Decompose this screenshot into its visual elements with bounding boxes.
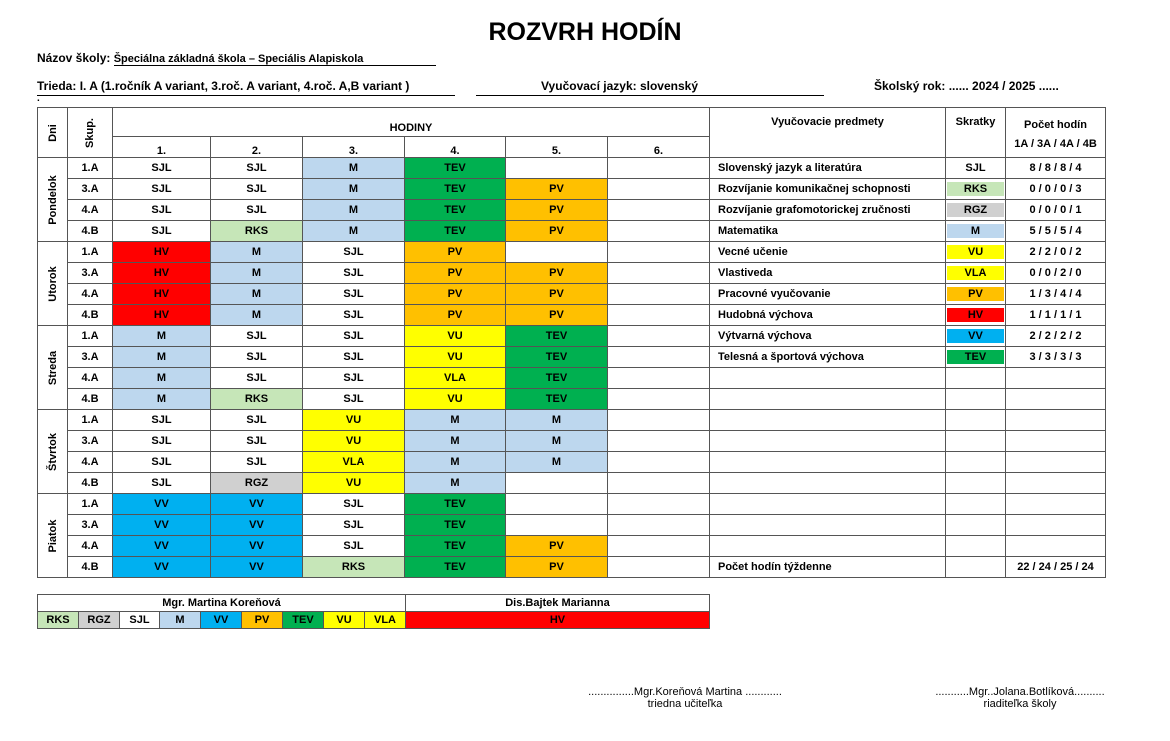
- subject-abbr: [946, 284, 1006, 305]
- subject-hours: 2 / 2 / 0 / 2: [1006, 242, 1106, 263]
- lesson-cell: SJL: [211, 452, 303, 473]
- schedule-row: [38, 473, 1106, 494]
- subject-hours: 8 / 8 / 8 / 4: [1006, 158, 1106, 179]
- lesson-cell: M: [303, 158, 405, 179]
- group-cell: 1.A: [68, 410, 113, 431]
- lesson-cell: [608, 263, 710, 284]
- group-cell: 3.A: [68, 515, 113, 536]
- teacher-legend: [37, 594, 710, 629]
- signature-director: [915, 686, 1125, 710]
- subject-name-empty: [710, 536, 946, 557]
- legend-teacher-row: [38, 595, 710, 612]
- lesson-cell: [506, 473, 608, 494]
- lesson-cell: TEV: [506, 347, 608, 368]
- subject-name-empty: [710, 410, 946, 431]
- year-field: [874, 79, 1059, 93]
- legend-chip: PV: [242, 612, 283, 629]
- period-number: 5.: [506, 137, 608, 158]
- lesson-cell: TEV: [405, 158, 506, 179]
- lesson-cell: SJL: [303, 284, 405, 305]
- lesson-cell: [506, 515, 608, 536]
- lesson-cell: M: [211, 263, 303, 284]
- group-cell: 1.A: [68, 326, 113, 347]
- subject-abbr-empty: [946, 389, 1006, 410]
- day-name: Štvrtok: [46, 432, 59, 471]
- legend-chip: RGZ: [79, 612, 120, 629]
- schedule-row: [38, 221, 1106, 242]
- day-cell: [38, 494, 68, 578]
- subject-name: Vecné učenie: [710, 242, 946, 263]
- class-label: Trieda:: [37, 79, 77, 93]
- lesson-cell: SJL: [303, 515, 405, 536]
- group-cell: 4.B: [68, 557, 113, 578]
- lesson-cell: HV: [113, 284, 211, 305]
- group-header: [68, 108, 113, 158]
- period-number: 4.: [405, 137, 506, 158]
- weekly-hours: 22 / 24 / 25 / 24: [1006, 557, 1106, 578]
- subject-abbr: [946, 158, 1006, 179]
- group-cell: 3.A: [68, 263, 113, 284]
- lesson-cell: SJL: [113, 431, 211, 452]
- lesson-cell: [608, 284, 710, 305]
- lesson-cell: M: [211, 305, 303, 326]
- lesson-cell: VU: [405, 347, 506, 368]
- header-row: [38, 108, 1106, 137]
- lesson-cell: PV: [506, 221, 608, 242]
- subject-hours-empty: [1006, 494, 1106, 515]
- signature-director-role: riaditeľka školy: [983, 698, 1057, 710]
- lesson-cell: SJL: [211, 410, 303, 431]
- class-underline: [37, 95, 455, 96]
- subjects-header: Vyučovacie predmety: [710, 108, 946, 158]
- lesson-cell: VV: [211, 494, 303, 515]
- subject-name: Vlastiveda: [710, 263, 946, 284]
- lesson-cell: TEV: [405, 557, 506, 578]
- group-cell: 4.A: [68, 200, 113, 221]
- lesson-cell: SJL: [113, 452, 211, 473]
- lesson-cell: VLA: [405, 368, 506, 389]
- day-name: Utorok: [46, 265, 59, 302]
- subject-hours-empty: [1006, 473, 1106, 494]
- lesson-cell: M: [405, 473, 506, 494]
- subject-abbr-badge: TEV: [947, 350, 1004, 364]
- subject-abbr-badge: VLA: [947, 266, 1004, 280]
- lesson-cell: [608, 347, 710, 368]
- schedule-row: [38, 557, 1106, 578]
- subject-hours-empty: [1006, 410, 1106, 431]
- lesson-cell: [506, 158, 608, 179]
- lesson-cell: PV: [405, 242, 506, 263]
- lesson-cell: PV: [506, 305, 608, 326]
- lesson-cell: SJL: [113, 221, 211, 242]
- subject-name: Pracovné vyučovanie: [710, 284, 946, 305]
- lesson-cell: [608, 179, 710, 200]
- lesson-cell: VLA: [303, 452, 405, 473]
- schedule-row: [38, 389, 1106, 410]
- schedule-row: [38, 158, 1106, 179]
- hours-header-sub: 1A / 3A / 4A / 4B: [1014, 138, 1097, 150]
- schedule-row: [38, 368, 1106, 389]
- subject-name: Hudobná výchova: [710, 305, 946, 326]
- legend-chip: M: [160, 612, 201, 629]
- legend-chip: TEV: [283, 612, 324, 629]
- lesson-cell: M: [405, 410, 506, 431]
- lesson-cell: RKS: [303, 557, 405, 578]
- group-cell: 4.B: [68, 473, 113, 494]
- lesson-cell: M: [211, 242, 303, 263]
- schedule-row: [38, 263, 1106, 284]
- group-cell: 4.A: [68, 536, 113, 557]
- lesson-cell: HV: [113, 263, 211, 284]
- subject-hours: 1 / 3 / 4 / 4: [1006, 284, 1106, 305]
- school-label: Názov školy:: [37, 51, 111, 65]
- lesson-cell: M: [113, 389, 211, 410]
- subject-hours-empty: [1006, 515, 1106, 536]
- lesson-cell: SJL: [211, 179, 303, 200]
- lesson-cell: M: [113, 368, 211, 389]
- period-number: 1.: [113, 137, 211, 158]
- lesson-cell: SJL: [303, 389, 405, 410]
- school-value: Špeciálna základná škola – Speciális Alapiskola: [114, 53, 436, 66]
- group-cell: 1.A: [68, 494, 113, 515]
- page-title: ROZVRH HODÍN: [488, 18, 682, 46]
- subject-name: Matematika: [710, 221, 946, 242]
- subject-hours: 3 / 3 / 3 / 3: [1006, 347, 1106, 368]
- lesson-cell: SJL: [303, 494, 405, 515]
- lesson-cell: VU: [303, 473, 405, 494]
- day-cell: [38, 410, 68, 494]
- lesson-cell: PV: [506, 557, 608, 578]
- lesson-cell: TEV: [506, 389, 608, 410]
- schedule-row: [38, 494, 1106, 515]
- subject-hours-empty: [1006, 431, 1106, 452]
- schedule-row: [38, 410, 1106, 431]
- schedule-row: [38, 431, 1106, 452]
- lesson-cell: [608, 326, 710, 347]
- subject-name-empty: [710, 473, 946, 494]
- subject-name: Telesná a športová výchova: [710, 347, 946, 368]
- class-field: [37, 79, 409, 93]
- subject-abbr-empty: [946, 410, 1006, 431]
- subject-abbr-empty: [946, 536, 1006, 557]
- lesson-cell: [506, 494, 608, 515]
- subject-name: Rozvíjanie komunikačnej schopnosti: [710, 179, 946, 200]
- subject-name-empty: [710, 431, 946, 452]
- subject-abbr: [946, 347, 1006, 368]
- period-number: 2.: [211, 137, 303, 158]
- hours-header: [1006, 108, 1106, 158]
- lesson-cell: SJL: [303, 305, 405, 326]
- day-name: Piatok: [46, 518, 59, 553]
- lesson-cell: [608, 305, 710, 326]
- language-field: [541, 79, 698, 93]
- lesson-cell: [608, 473, 710, 494]
- lesson-cell: PV: [405, 263, 506, 284]
- group-cell: 4.A: [68, 284, 113, 305]
- lesson-cell: M: [506, 452, 608, 473]
- subject-hours-empty: [1006, 536, 1106, 557]
- subject-abbr-badge: VU: [947, 245, 1004, 259]
- subject-abbr: [946, 200, 1006, 221]
- subject-name-empty: [710, 494, 946, 515]
- subject-abbr: [946, 242, 1006, 263]
- lesson-cell: VV: [113, 557, 211, 578]
- subject-abbr-empty: [946, 473, 1006, 494]
- lesson-cell: SJL: [303, 347, 405, 368]
- schedule-row: [38, 452, 1106, 473]
- schedule-row: [38, 284, 1106, 305]
- lesson-cell: VV: [113, 515, 211, 536]
- day-name: Pondelok: [46, 174, 59, 225]
- day-header: [38, 108, 68, 158]
- signature-teacher-line: ...............Mgr.Koreňová Martina ............: [588, 686, 782, 698]
- subject-hours: 0 / 0 / 0 / 3: [1006, 179, 1106, 200]
- subject-name-empty: [710, 368, 946, 389]
- subject-hours-empty: [1006, 368, 1106, 389]
- group-cell: 3.A: [68, 431, 113, 452]
- lesson-cell: RKS: [211, 221, 303, 242]
- teacher-2-name: Dis.Bajtek Marianna: [406, 595, 710, 612]
- subject-hours: 0 / 0 / 0 / 1: [1006, 200, 1106, 221]
- group-cell: 1.A: [68, 242, 113, 263]
- lesson-cell: M: [303, 179, 405, 200]
- lesson-cell: HV: [113, 305, 211, 326]
- lesson-cell: PV: [506, 536, 608, 557]
- period-number: 3.: [303, 137, 405, 158]
- subject-abbr-badge: RGZ: [947, 203, 1004, 217]
- subject-hours: 0 / 0 / 2 / 0: [1006, 263, 1106, 284]
- lesson-cell: [608, 389, 710, 410]
- schedule-table: [37, 107, 1106, 578]
- lesson-cell: M: [211, 284, 303, 305]
- lesson-cell: [608, 536, 710, 557]
- legend-chip: RKS: [38, 612, 79, 629]
- language-value: slovenský: [639, 79, 698, 93]
- legend-chip: VU: [324, 612, 365, 629]
- hours-header-title: Počet hodín: [1024, 119, 1087, 131]
- lesson-cell: SJL: [211, 368, 303, 389]
- group-cell: 3.A: [68, 347, 113, 368]
- lesson-cell: M: [405, 431, 506, 452]
- lesson-cell: M: [506, 410, 608, 431]
- lesson-cell: TEV: [405, 515, 506, 536]
- language-label: Vyučovací jazyk:: [541, 79, 637, 93]
- subject-abbr-empty: [946, 494, 1006, 515]
- subject-abbr-badge: RKS: [947, 182, 1004, 196]
- lesson-cell: SJL: [303, 368, 405, 389]
- subject-abbr: [946, 179, 1006, 200]
- lesson-cell: PV: [506, 263, 608, 284]
- lesson-cell: VV: [211, 515, 303, 536]
- abbr-header: Skratky: [946, 108, 1006, 158]
- school-field: [37, 51, 436, 66]
- schedule-row: [38, 242, 1106, 263]
- lesson-cell: TEV: [506, 368, 608, 389]
- legend-subject-row: [38, 612, 710, 629]
- teacher-1-name: Mgr. Martina Koreňová: [38, 595, 406, 612]
- lesson-cell: SJL: [113, 158, 211, 179]
- group-cell: 4.B: [68, 305, 113, 326]
- schedule-row: [38, 200, 1106, 221]
- lesson-cell: PV: [506, 200, 608, 221]
- day-cell: [38, 242, 68, 326]
- group-header-label: Skup.: [84, 117, 96, 148]
- subject-name-empty: [710, 452, 946, 473]
- lesson-cell: SJL: [211, 200, 303, 221]
- group-cell: 1.A: [68, 158, 113, 179]
- subject-abbr-empty: [946, 515, 1006, 536]
- year-value: ...... 2024 / 2025 ......: [948, 79, 1059, 93]
- day-header-label: Dni: [46, 123, 59, 142]
- class-value: I. A (1.ročník A variant, 3.roč. A variant, 4.roč. A,B variant ): [79, 79, 410, 93]
- lesson-cell: [608, 410, 710, 431]
- lesson-cell: TEV: [405, 221, 506, 242]
- legend-chip: SJL: [120, 612, 160, 629]
- stray-dot: .: [37, 93, 40, 104]
- lesson-cell: SJL: [113, 410, 211, 431]
- lesson-cell: TEV: [405, 179, 506, 200]
- subject-abbr-badge: HV: [947, 308, 1004, 322]
- schedule-row: [38, 536, 1106, 557]
- lesson-cell: M: [405, 452, 506, 473]
- schedule-row: [38, 305, 1106, 326]
- lesson-cell: RKS: [211, 389, 303, 410]
- day-name: Streda: [46, 350, 59, 385]
- subject-abbr-empty: [946, 431, 1006, 452]
- day-cell: [38, 326, 68, 410]
- subject-abbr-badge: M: [947, 224, 1004, 238]
- period-number: 6.: [608, 137, 710, 158]
- lesson-cell: VV: [211, 536, 303, 557]
- lesson-cell: SJL: [113, 473, 211, 494]
- lesson-cell: VV: [211, 557, 303, 578]
- lesson-cell: TEV: [405, 536, 506, 557]
- signature-teacher-role: triedna učiteľka: [647, 698, 723, 710]
- signature-teacher: [580, 686, 790, 710]
- lesson-cell: [608, 242, 710, 263]
- lesson-cell: TEV: [405, 494, 506, 515]
- schedule-row: [38, 179, 1106, 200]
- lesson-cell: [608, 221, 710, 242]
- lesson-cell: SJL: [303, 242, 405, 263]
- lesson-cell: VU: [405, 389, 506, 410]
- hodiny-header: HODINY: [113, 108, 710, 137]
- lesson-cell: PV: [405, 305, 506, 326]
- lesson-cell: SJL: [303, 263, 405, 284]
- lesson-cell: [608, 431, 710, 452]
- lesson-cell: VV: [113, 536, 211, 557]
- subject-hours: 1 / 1 / 1 / 1: [1006, 305, 1106, 326]
- lesson-cell: TEV: [506, 326, 608, 347]
- subject-name-empty: [710, 515, 946, 536]
- lesson-cell: HV: [113, 242, 211, 263]
- lesson-cell: PV: [405, 284, 506, 305]
- lesson-cell: SJL: [113, 200, 211, 221]
- lesson-cell: [608, 158, 710, 179]
- subject-hours: 5 / 5 / 5 / 4: [1006, 221, 1106, 242]
- lesson-cell: M: [113, 347, 211, 368]
- lesson-cell: TEV: [405, 200, 506, 221]
- subject-hours-empty: [1006, 389, 1106, 410]
- lesson-cell: PV: [506, 284, 608, 305]
- subject-abbr-badge: VV: [947, 329, 1004, 343]
- subject-abbr: [946, 305, 1006, 326]
- lesson-cell: VU: [303, 431, 405, 452]
- legend-chip: VV: [201, 612, 242, 629]
- lesson-cell: SJL: [303, 536, 405, 557]
- lesson-cell: SJL: [211, 326, 303, 347]
- lesson-cell: VV: [113, 494, 211, 515]
- lesson-cell: M: [113, 326, 211, 347]
- lesson-cell: [506, 242, 608, 263]
- weekly-abbr-empty: [946, 557, 1006, 578]
- lesson-cell: M: [303, 221, 405, 242]
- subject-name: Výtvarná výchova: [710, 326, 946, 347]
- lesson-cell: [608, 557, 710, 578]
- group-cell: 3.A: [68, 179, 113, 200]
- lesson-cell: SJL: [303, 326, 405, 347]
- lesson-cell: SJL: [211, 431, 303, 452]
- legend-chip: VLA: [365, 612, 406, 629]
- subject-hours-empty: [1006, 452, 1106, 473]
- legend-chip-hv: HV: [406, 612, 710, 629]
- subject-abbr-empty: [946, 452, 1006, 473]
- subject-abbr-badge: SJL: [947, 161, 1004, 175]
- lesson-cell: [608, 494, 710, 515]
- group-cell: 4.A: [68, 452, 113, 473]
- lesson-cell: SJL: [113, 179, 211, 200]
- group-cell: 4.B: [68, 389, 113, 410]
- subject-name: Rozvíjanie grafomotorickej zručnosti: [710, 200, 946, 221]
- lesson-cell: [608, 515, 710, 536]
- subject-name: Slovenský jazyk a literatúra: [710, 158, 946, 179]
- lesson-cell: M: [506, 431, 608, 452]
- subject-abbr: [946, 263, 1006, 284]
- subject-abbr: [946, 221, 1006, 242]
- lesson-cell: M: [303, 200, 405, 221]
- lesson-cell: [608, 452, 710, 473]
- group-cell: 4.B: [68, 221, 113, 242]
- subject-name-empty: [710, 389, 946, 410]
- lesson-cell: SJL: [211, 347, 303, 368]
- year-label: Školský rok:: [874, 79, 946, 93]
- lesson-cell: PV: [506, 179, 608, 200]
- lesson-cell: VU: [303, 410, 405, 431]
- lesson-cell: [608, 200, 710, 221]
- lesson-cell: [608, 368, 710, 389]
- group-cell: 4.A: [68, 368, 113, 389]
- schedule-row: [38, 347, 1106, 368]
- language-underline: [476, 95, 824, 96]
- subject-abbr: [946, 326, 1006, 347]
- lesson-cell: RGZ: [211, 473, 303, 494]
- signature-director-line: ...........Mgr..Jolana.Botlíková..........: [935, 686, 1105, 698]
- subject-hours: 2 / 2 / 2 / 2: [1006, 326, 1106, 347]
- subject-abbr-badge: PV: [947, 287, 1004, 301]
- schedule-row: [38, 515, 1106, 536]
- lesson-cell: VU: [405, 326, 506, 347]
- schedule-row: [38, 326, 1106, 347]
- weekly-label: Počet hodín týždenne: [710, 557, 946, 578]
- day-cell: [38, 158, 68, 242]
- subject-abbr-empty: [946, 368, 1006, 389]
- lesson-cell: SJL: [211, 158, 303, 179]
